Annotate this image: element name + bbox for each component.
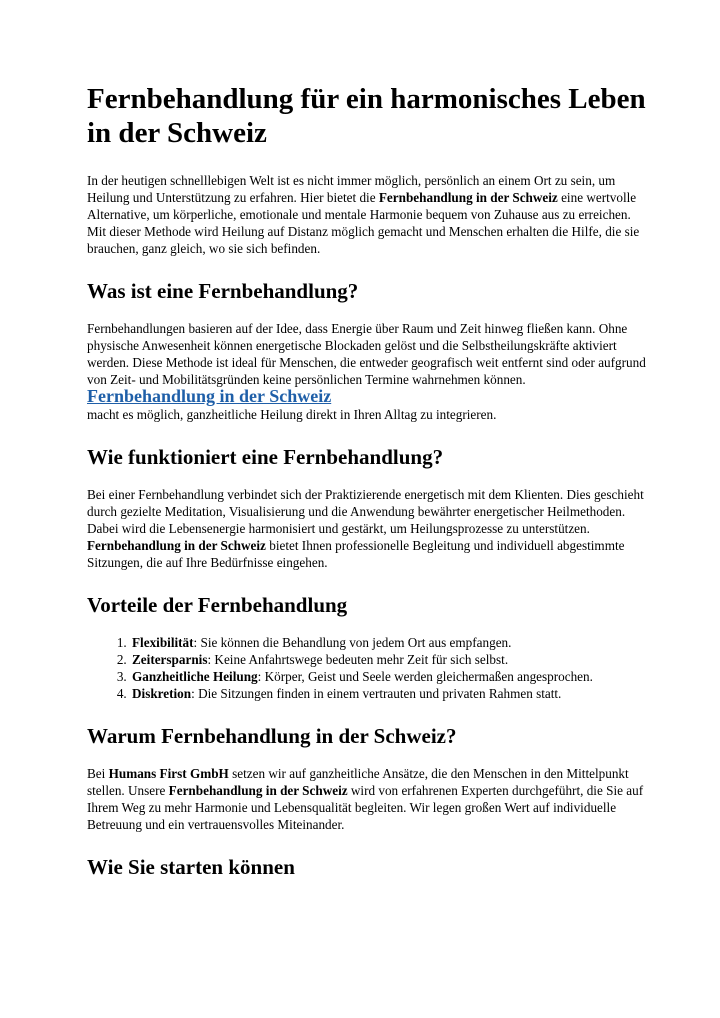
why-text-2: setzen wir auf ganzheitliche Ansätze, die den Menschen in den Mittelpunkt stellen. Unsere bbox=[87, 766, 629, 798]
benefit-term: Flexibilität bbox=[132, 635, 194, 650]
how-text-2: bietet Ihnen professionelle Begleitung und individuell abgestimmte Sitzungen, die auf Ihre Bedürfnisse eingehen. bbox=[87, 538, 625, 570]
list-item bbox=[130, 634, 647, 651]
section-paragraph-how-it-works bbox=[87, 486, 647, 571]
list-item bbox=[130, 685, 647, 702]
document-page bbox=[87, 82, 647, 896]
company-name: Humans First GmbH bbox=[108, 766, 229, 781]
what-is-text-2: macht es möglich, ganzheitliche Heilung direkt in Ihren Alltag zu integrieren. bbox=[87, 407, 497, 422]
why-text-1: Bei bbox=[87, 766, 109, 781]
list-item bbox=[130, 668, 647, 685]
how-text-1: Bei einer Fernbehandlung verbindet sich der Praktizierende energetisch mit dem Klienten. Dies geschieht durch gezielte Meditation, Visualisierung und die Anwendung bewährter energetischer Heilmethoden. Dabei wird die Lebensenergie harmonisiert und gestärkt, um Heilungsprozesse zu unterstützen. bbox=[87, 487, 644, 536]
section-heading-what-is: Was ist eine Fernbehandlung? bbox=[87, 279, 359, 303]
benefit-term: Diskretion bbox=[132, 686, 192, 701]
how-bold-1: Fernbehandlung in der Schweiz bbox=[87, 538, 266, 553]
intro-paragraph bbox=[87, 172, 647, 257]
intro-text-2: eine wertvolle Alternative, um körperliche, emotionale und mentale Harmonie bequem von Zuhause aus zu erreichen. Mit dieser Methode wird Heilung auf Distanz möglich gemacht und Menschen erhalten die Hilfe, die sie brauchen, ganz gleich, wo sie sich befinden. bbox=[87, 190, 640, 256]
page-title: Fernbehandlung für ein harmonisches Leben in der Schweiz bbox=[87, 83, 646, 149]
why-bold-2: Fernbehandlung in der Schweiz bbox=[168, 783, 348, 798]
benefit-term: Zeitersparnis bbox=[132, 652, 208, 667]
fernbehandlung-link[interactable]: Fernbehandlung in der Schweiz bbox=[87, 386, 332, 406]
benefits-list bbox=[87, 634, 647, 702]
benefit-term: Ganzheitliche Heilung bbox=[132, 669, 258, 684]
what-is-text-1: Fernbehandlungen basieren auf der Idee, dass Energie über Raum und Zeit hinweg fließen kann. Ohne physische Anwesenheit können energetische Blockaden gelöst und die Selbstheilungskräfte aktiviert werden. Diese Methode ist ideal für Menschen, die entweder geografisch weit entfernt sind oder aufgrund von Zeit- und Mobilitätsgründen keine persönlichen Termine wahrnehmen können. bbox=[87, 321, 646, 387]
section-heading-benefits: Vorteile der Fernbehandlung bbox=[87, 593, 348, 617]
section-paragraph-what-is bbox=[87, 320, 647, 423]
why-text-3: wird von erfahrenen Experten durchgeführt, die Sie auf Ihrem Weg zu mehr Harmonie und Lebensqualität begleiten. Wir legen großen Wert auf individuelle Betreuung und ein vertrauensvolles Miteinander. bbox=[87, 783, 644, 832]
benefit-text: : Keine Anfahrtswege bedeuten mehr Zeit für sich selbst. bbox=[207, 652, 509, 667]
intro-text-1: In der heutigen schnelllebigen Welt ist es nicht immer möglich, persönlich an einem Ort zu sein, um Heilung und Unterstützung zu erfahren. Hier bietet die bbox=[87, 173, 616, 205]
section-heading-why-switzerland: Warum Fernbehandlung in der Schweiz? bbox=[87, 724, 457, 748]
section-heading-how-it-works: Wie funktioniert eine Fernbehandlung? bbox=[87, 445, 444, 469]
section-paragraph-why-switzerland bbox=[87, 765, 647, 833]
intro-bold-1: Fernbehandlung in der Schweiz bbox=[378, 190, 558, 205]
section-heading-get-started: Wie Sie starten können bbox=[87, 855, 295, 879]
benefit-text: : Sie können die Behandlung von jedem Ort aus empfangen. bbox=[193, 635, 512, 650]
list-item bbox=[130, 651, 647, 668]
benefit-text: : Die Sitzungen finden in einem vertrauten und privaten Rahmen statt. bbox=[191, 686, 562, 701]
benefit-text: : Körper, Geist und Seele werden gleichermaßen angesprochen. bbox=[257, 669, 593, 684]
